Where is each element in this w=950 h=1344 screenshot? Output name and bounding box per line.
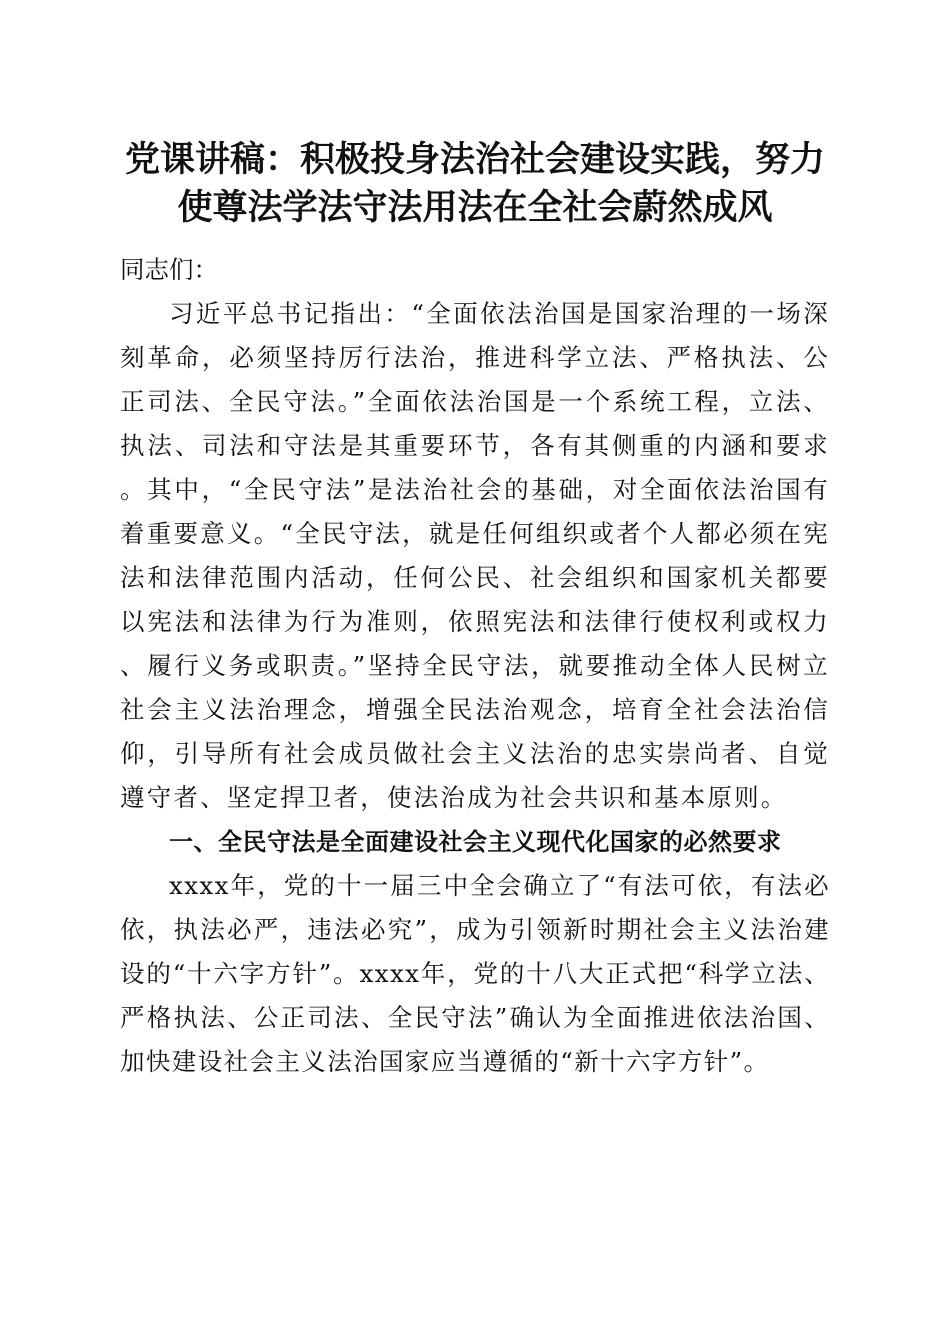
paragraph-section-1: xxxx年，党的十一届三中全会确立了“有法可依，有法必依，执法必严，违法必究”，成为引领新时期社会主义法治建设的“十六字方针”。xxxx年，党的十八大正式把“科学立法、严格执法、公正司法、全民守法”确认为全面推进依法治国、加快建设社会主义法治国家应当遵循的“新十六字方针”。	[120, 871, 830, 1076]
paragraph-intro: 习近平总书记指出：“全面依法治国是国家治理的一场深刻革命，必须坚持厉行法治，推进科学立法、严格执法、公正司法、全民守法。”全面依法治国是一个系统工程，立法、执法、司法和守法是其重要环节，各有其侧重的内涵和要求。其中，“全民守法”是法治社会的基础，对全面依法治国有着重要意义。“全民守法，就是任何组织或者个人都必须在宪法和法律范围内活动，任何公民、社会组织和国家机关都要以宪法和法律为行为准则，依照宪法和法律行使权利或权力、履行义务或职责。”坚持全民守法，就要推动全体人民树立社会主义法治理念，增强全民法治观念，培育全社会法治信仰，引导所有社会成员做社会主义法治的忠实崇尚者、自觉遵守者、坚定捍卫者，使法治成为社会共识和基本原则。	[120, 299, 830, 812]
document-title	[110, 136, 840, 232]
title-line-1: 党课讲稿：积极投身法治社会建设实践，努力	[124, 139, 825, 180]
section-heading-1: 一、全民守法是全面建设社会主义现代化国家的必然要求	[169, 828, 782, 856]
title-line-2: 使尊法学法守法用法在全社会蔚然成风	[177, 187, 773, 228]
document-body	[120, 248, 830, 1084]
salutation: 同志们：	[120, 255, 218, 284]
